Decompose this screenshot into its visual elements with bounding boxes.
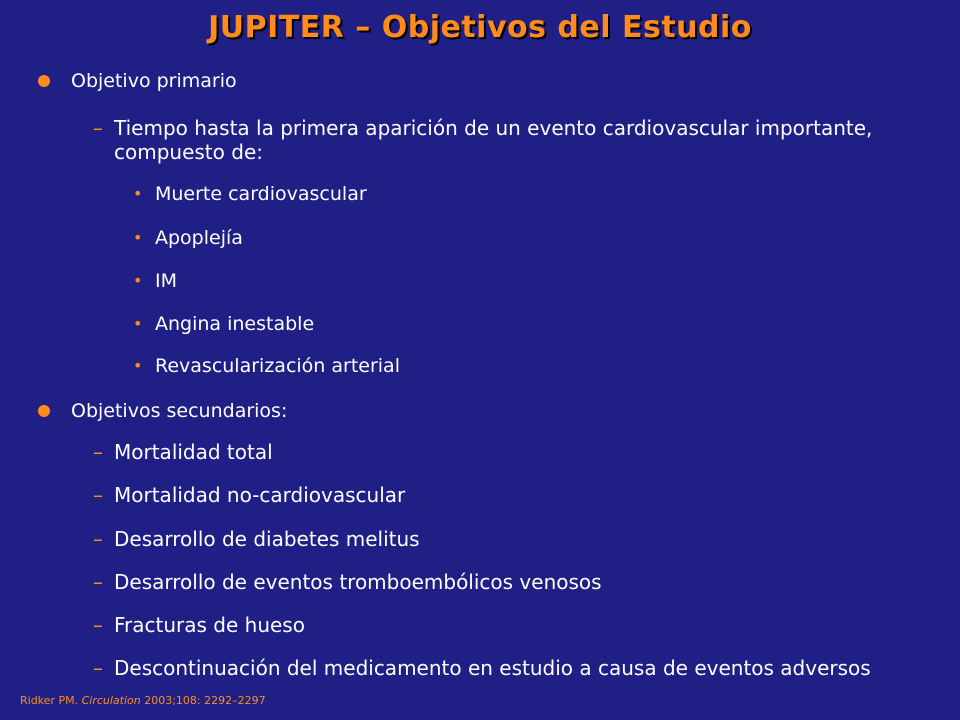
component-label: Revascularización arterial <box>155 355 400 377</box>
secondary-item-label: Fracturas de hueso <box>114 613 305 637</box>
primary-objective-label: Objetivo primario <box>71 70 237 92</box>
component-label: Muerte cardiovascular <box>155 183 367 205</box>
component-label: IM <box>155 270 177 292</box>
secondary-objectives-label: Objetivos secundarios: <box>71 400 288 422</box>
secondary-item-label: Descontinuación del medicamento en estudio a causa de eventos adversos <box>114 656 871 680</box>
dash-bullet-icon: – <box>93 440 103 464</box>
bullet-icon: • <box>133 356 143 375</box>
component-label: Angina inestable <box>155 313 315 335</box>
slide-title: JUPITER – Objetivos del Estudio <box>208 10 752 45</box>
dash-bullet-icon: – <box>93 116 103 140</box>
citation-authors: Ridker PM. <box>20 694 79 707</box>
citation-details: 2003;108: 2292–2297 <box>144 694 266 707</box>
citation-journal: Circulation <box>81 694 141 707</box>
bullet-icon: • <box>133 271 143 290</box>
secondary-item-label: Mortalidad no-cardiovascular <box>114 483 406 507</box>
component-label: Apoplejía <box>155 227 243 249</box>
bullet-icon: • <box>133 314 143 333</box>
secondary-item-label: Mortalidad total <box>114 440 273 464</box>
dash-bullet-icon: – <box>93 570 103 594</box>
dash-bullet-icon: – <box>93 527 103 551</box>
dash-bullet-icon: – <box>93 483 103 507</box>
secondary-item-label: Desarrollo de diabetes melitus <box>114 527 420 551</box>
citation <box>20 694 266 707</box>
bullet-dot-icon <box>38 75 50 87</box>
bullet-icon: • <box>133 184 143 203</box>
dash-bullet-icon: – <box>93 613 103 637</box>
bullet-dot-icon <box>38 405 50 417</box>
secondary-item-label: Desarrollo de eventos tromboembólicos venosos <box>114 570 602 594</box>
dash-bullet-icon: – <box>93 656 103 680</box>
primary-objective-text: Tiempo hasta la primera aparición de un evento cardiovascular importante, compuesto de: <box>114 116 873 164</box>
bullet-icon: • <box>133 228 143 247</box>
